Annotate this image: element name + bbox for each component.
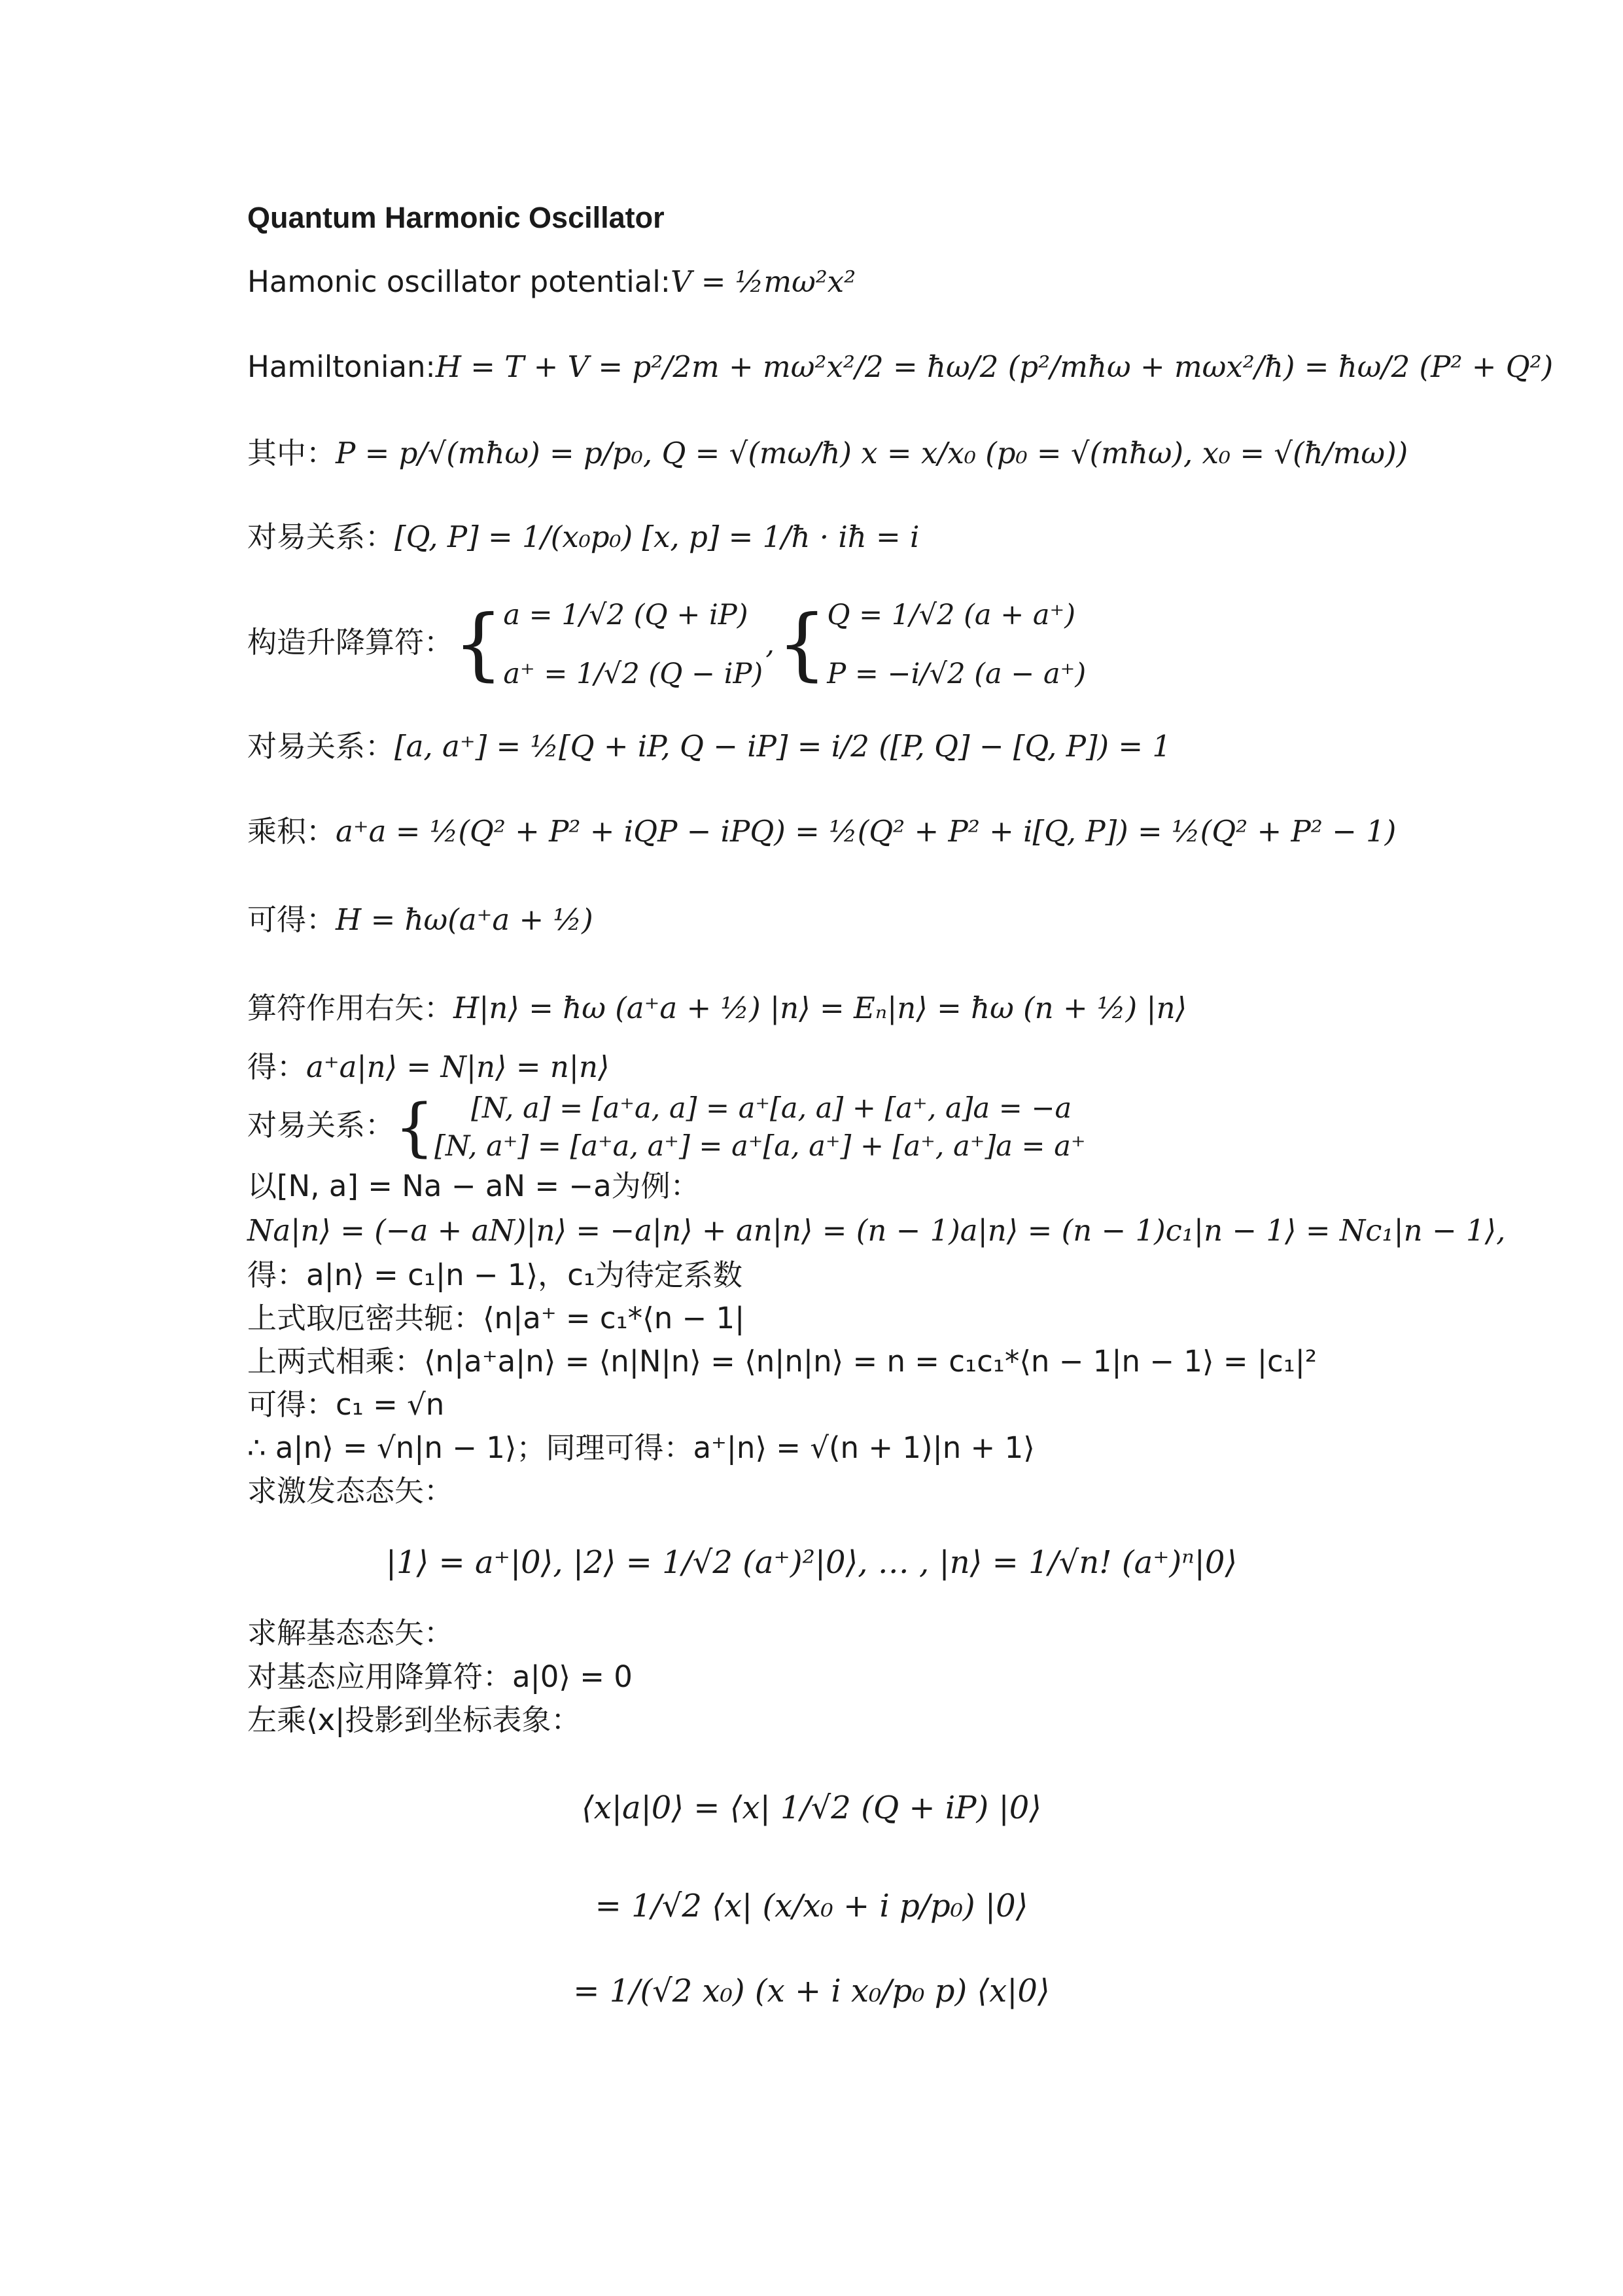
commutator-n-line (247, 1089, 1086, 1165)
ladder-results-line: ∴ a|n⟩ = √n|n − 1⟩；同理可得：a⁺|n⟩ = √(n + 1)|n + 1⟩ (247, 1430, 1035, 1465)
comma-separator: , (765, 628, 775, 661)
hamiltonian-ladder-line (247, 900, 593, 940)
left-brace-icon: { (394, 1091, 435, 1164)
potential-formula: V = ½mω²x² (670, 264, 856, 299)
derivation-line: Na|n⟩ = (−a + aN)|n⟩ = −a|n⟩ + an|n⟩ = (n − 1)a|n⟩ = (n − 1)c₁|n − 1⟩ = Nc₁|n − 1⟩, (247, 1213, 1506, 1248)
ladder-definition-system (503, 586, 763, 703)
product-norm-line: 上两式相乘：⟨n|a⁺a|n⟩ = ⟨n|N|n⟩ = ⟨n|n|n⟩ = n = c₁c₁*⟨n − 1|n − 1⟩ = |c₁|² (247, 1344, 1318, 1379)
definitions-formula: P = p/√(mħω) = p/p₀, Q = √(mω/ħ) x = x/x₀ (p₀ = √(mħω), x₀ = √(ħ/mω)) (336, 436, 1408, 470)
ladder-operators-label: 构造升降算符： (247, 625, 454, 660)
ground-state-heading: 求解基态态矢： (247, 1616, 454, 1650)
lowering-operator-def: a = 1/√2 (Q + iP) (503, 599, 748, 631)
potential-label: Hamonic oscillator potential: (247, 264, 671, 299)
eigen-action-formula: H|n⟩ = ħω (a⁺a + ½) |n⟩ = Eₙ|n⟩ = ħω (n + ½) |n⟩ (453, 991, 1187, 1025)
coefficient-line: 得：a|n⟩ = c₁|n − 1⟩，c₁为待定系数 (247, 1258, 742, 1292)
commutator-qp-label: 对易关系： (247, 520, 395, 554)
eigen-action-label: 算符作用右矢： (247, 991, 454, 1025)
raising-operator-def: a⁺ = 1/√2 (Q − iP) (503, 658, 763, 690)
hamiltonian-ladder-label: 可得： (247, 902, 336, 937)
number-operator-line (247, 1047, 610, 1087)
commutator-n-adag: [N, a⁺] = [a⁺a, a⁺] = a⁺[a, a⁺] + [a⁺, a⁺]a = a⁺ (434, 1130, 1086, 1163)
eigen-action-line (247, 988, 1187, 1029)
product-formula: a⁺a = ½(Q² + P² + iQP − iPQ) = ½(Q² + P² + i[Q, P]) = ½(Q² + P² − 1) (336, 814, 1397, 849)
projection-line: 左乘⟨x|投影到坐标表象： (247, 1703, 581, 1737)
projection-step-1: ⟨x|a|0⟩ = ⟨x| 1/√2 (Q + iP) |0⟩ (582, 1790, 1041, 1826)
excited-states-heading: 求激发态态矢： (247, 1474, 454, 1508)
projection-step-3: = 1/(√2 x₀) (x + i x₀/p₀ p) ⟨x|0⟩ (573, 1973, 1050, 2009)
left-brace-icon: { (453, 599, 504, 690)
commutator-a-label: 对易关系： (247, 729, 395, 764)
p-in-ladder-def: P = −i/√2 (a − a⁺) (827, 658, 1087, 690)
commutator-a-line (247, 726, 1171, 767)
ladder-operators-line (247, 586, 1086, 703)
hermitian-conjugate-line: 上式取厄密共轭：⟨n|a⁺ = c₁*⟨n − 1| (247, 1301, 745, 1335)
commutator-qp-formula: [Q, P] = 1/(x₀p₀) [x, p] = 1/ħ · iħ = i (394, 520, 920, 554)
commutator-a-formula: [a, a⁺] = ½[Q + iP, Q − iP] = i/2 ([P, Q] − [Q, P]) = 1 (394, 729, 1172, 764)
number-operator-label: 得： (247, 1050, 307, 1084)
excited-states-formula: |1⟩ = a⁺|0⟩, |2⟩ = 1/√2 (a⁺)²|0⟩, … , |n⟩ = 1/√n! (a⁺)ⁿ|0⟩ (385, 1544, 1238, 1581)
number-operator-formula: a⁺a|n⟩ = N|n⟩ = n|n⟩ (306, 1050, 610, 1084)
hamiltonian-ladder-formula: H = ħω(a⁺a + ½) (336, 902, 593, 937)
definitions-label: 其中： (247, 436, 336, 470)
commutator-n-system (434, 1089, 1085, 1165)
q-in-ladder-def: Q = 1/√2 (a + a⁺) (827, 599, 1076, 631)
potential-line (247, 262, 856, 302)
product-line (247, 811, 1396, 852)
hamiltonian-formula: H = T + V = p²/2m + mω²x²/2 = ħω/2 (p²/mħω + mωx²/ħ) = ħω/2 (P² + Q²) (435, 349, 1554, 384)
page-title: Quantum Harmonic Oscillator (247, 201, 665, 234)
projection-step-2: = 1/√2 ⟨x| (x/x₀ + i p/p₀) |0⟩ (595, 1888, 1028, 1924)
definitions-line (247, 433, 1408, 474)
commutator-n-label: 对易关系： (247, 1108, 395, 1142)
lowering-on-ground-line: 对基态应用降算符：a|0⟩ = 0 (247, 1659, 633, 1694)
commutator-n-a: [N, a] = [a⁺a, a] = a⁺[a, a] + [a⁺, a]a = −a (471, 1092, 1072, 1125)
inverse-definition-system (827, 586, 1086, 703)
hamiltonian-label: Hamiltonian: (247, 349, 436, 384)
commutator-qp-line (247, 517, 919, 557)
example-line: 以[N, a] = Na − aN = −a为例： (247, 1169, 700, 1203)
left-brace-icon: { (777, 599, 828, 690)
hamiltonian-line (247, 347, 1553, 387)
c1-result-line: 可得：c₁ = √n (247, 1387, 445, 1422)
product-label: 乘积： (247, 814, 336, 849)
